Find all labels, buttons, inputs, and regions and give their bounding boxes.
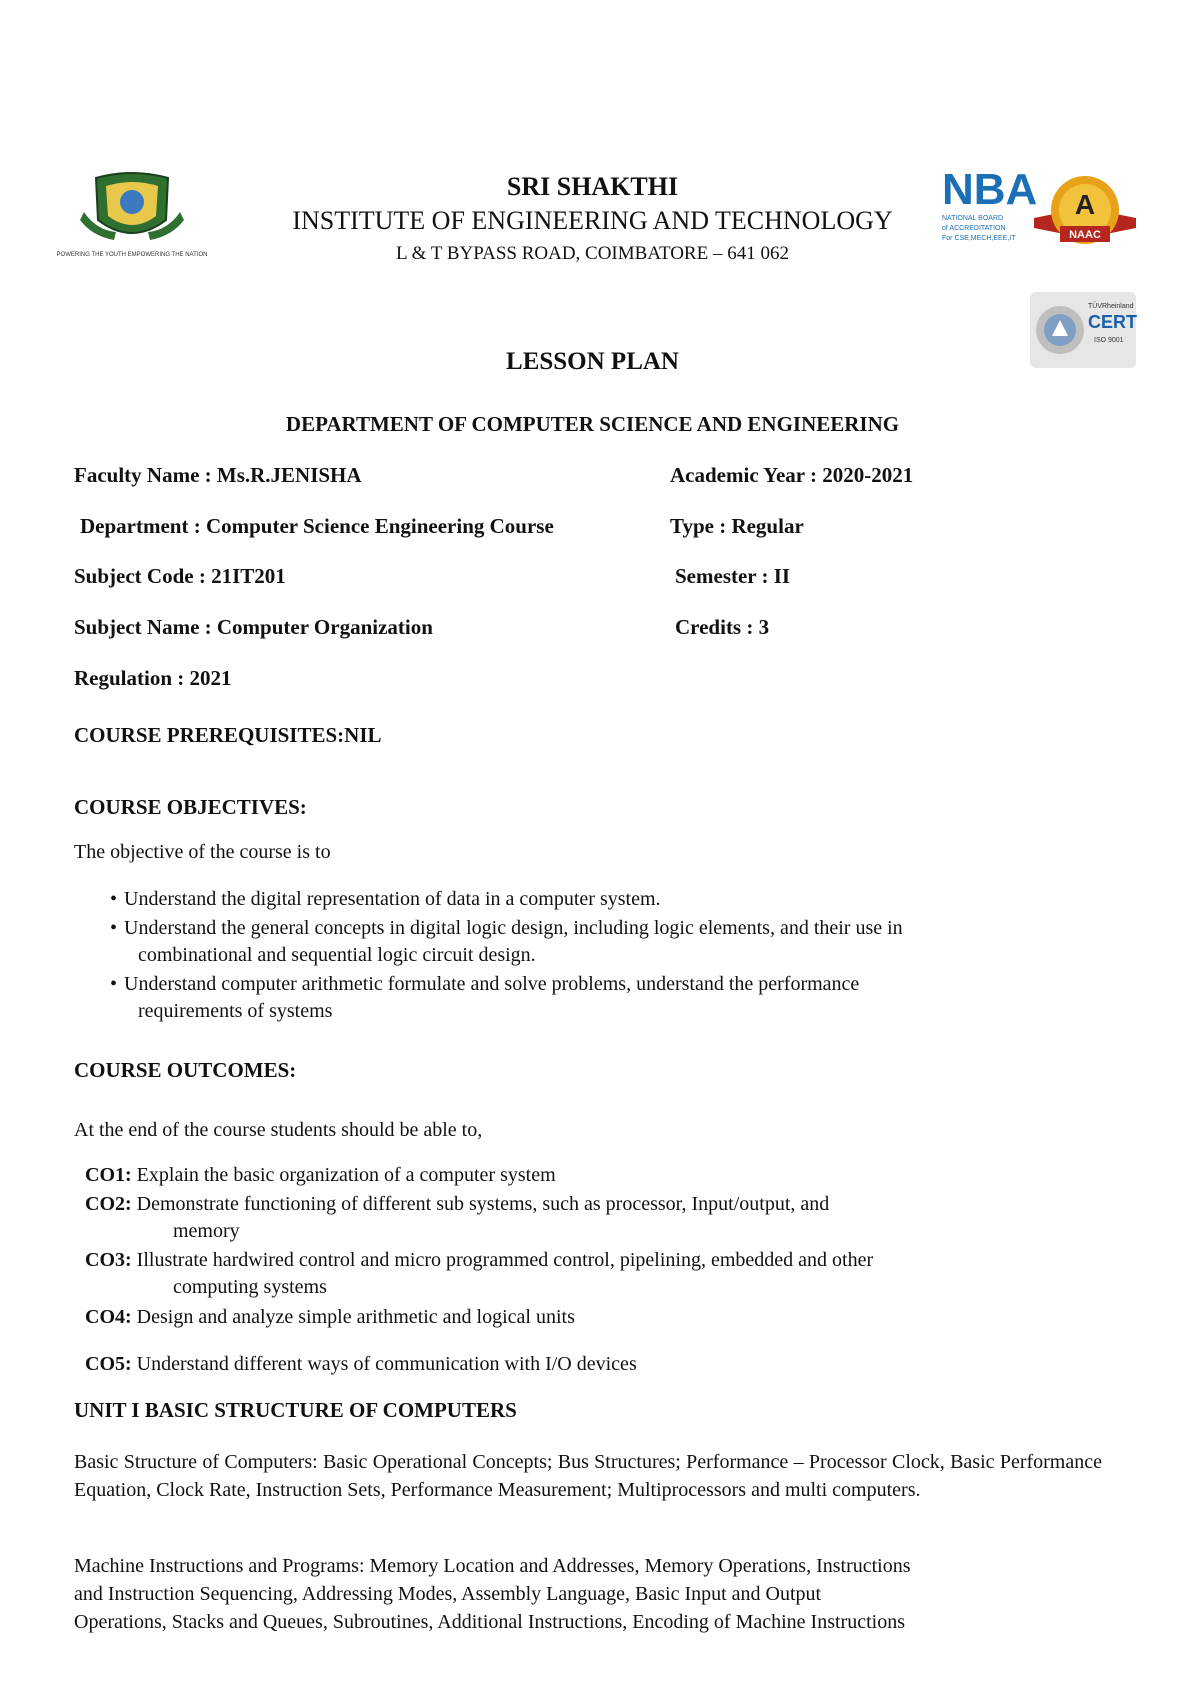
subject-name: Subject Name : Computer Organization — [74, 615, 433, 639]
outcome-code: CO1: — [85, 1164, 132, 1186]
outcome-text: Explain the basic organization of a computer system — [136, 1164, 556, 1186]
naac-grade: A — [1074, 189, 1096, 220]
outcome-text: Design and analyze simple arithmetic and logical units — [136, 1306, 575, 1328]
subject-code: Subject Code : 21IT201 — [74, 564, 286, 588]
outcome-code: CO3: — [85, 1249, 132, 1271]
outcomes-heading: COURSE OUTCOMES: — [74, 1058, 297, 1082]
course-prerequisites: COURSE PREREQUISITES:NIL — [74, 723, 382, 747]
outcome-item-co1 — [85, 1162, 1085, 1189]
svg-text:NATIONAL BOARD: NATIONAL BOARD — [942, 215, 1004, 222]
objective-item: • Understand computer arithmetic formulate and solve problems, understand the performance requirements of systems — [110, 973, 860, 1022]
objectives-heading: COURSE OBJECTIVES: — [74, 795, 307, 819]
naac-logo — [1030, 172, 1140, 252]
outcome-text: Understand different ways of communication with I/O devices — [136, 1353, 637, 1375]
cert-label: CERT — [1088, 312, 1137, 332]
regulation: Regulation : 2021 — [74, 666, 232, 690]
department-title: DEPARTMENT OF COMPUTER SCIENCE AND ENGINEERING — [285, 412, 900, 436]
outcome-item-co2 — [85, 1191, 1085, 1245]
svg-text:For CSE,MECH,EEE,IT: For CSE,MECH,EEE,IT — [942, 235, 1016, 242]
outcome-code: CO4: — [85, 1306, 132, 1328]
outcome-text: Illustrate hardwired control and micro programmed control, pipelining, embedded and other — [136, 1249, 874, 1271]
outcome-text: Demonstrate functioning of different sub systems, such as processor, Input/output, and — [136, 1193, 830, 1215]
cert-iso: ISO 9001 — [1094, 337, 1124, 344]
credits: Credits : 3 — [675, 615, 770, 639]
nba-logo — [940, 160, 1038, 252]
institution-full-name: INSTITUTE OF ENGINEERING AND TECHNOLOGY — [292, 206, 893, 235]
nba-logo-text: NBA — [942, 165, 1038, 214]
naac-label: NAAC — [1069, 229, 1101, 241]
bullet-icon: • — [110, 973, 118, 995]
objectives-list — [110, 886, 1100, 1027]
course-type: Type : Regular — [670, 514, 804, 538]
faculty-name: Faculty Name : Ms.R.JENISHA — [74, 463, 362, 487]
bullet-icon: • — [110, 888, 118, 910]
bullet-icon: • — [110, 917, 118, 939]
unit1-paragraph-2: Machine Instructions and Programs: Memory Location and Addresses, Memory Operations, Instructions and Instruction Sequencing, Addressing Modes, Assembly Language, Basic Input and Output Operations, Stacks and Queues, Subroutines, Additional Instructions, Encoding of Machine Instructions — [74, 1555, 911, 1633]
objective-item: • Understand the digital representation of data in a computer system. — [110, 886, 1100, 913]
outcomes-intro: At the end of the course students should be able to, — [74, 1119, 483, 1141]
svg-text:of ACCREDITATION: of ACCREDITATION — [942, 225, 1006, 232]
page-title: LESSON PLAN — [506, 348, 679, 375]
cert-top-text: TÜVRheinland — [1088, 303, 1134, 310]
academic-year: Academic Year : 2020-2021 — [670, 463, 914, 487]
objective-item: • Understand the general concepts in digital logic design, including logic elements, and their use in combinational and sequential logic circuit design. — [110, 917, 903, 966]
unit1-paragraph-1: Basic Structure of Computers: Basic Operational Concepts; Bus Structures; Performance – Processor Clock, Basic Performance Equation, Clock Rate, Instruction Sets, Performance Measurement; Multiprocessors and multi computers. — [74, 1451, 1102, 1501]
outcome-text-cont: computing systems — [173, 1276, 327, 1298]
outcome-item-co3 — [85, 1247, 1085, 1301]
logo-caption: POWERING THE YOUTH EMPOWERING THE NATION — [56, 252, 208, 258]
institution-address: L & T BYPASS ROAD, COIMBATORE – 641 062 — [396, 243, 789, 264]
semester: Semester : II — [675, 564, 791, 588]
outcome-text-cont: memory — [173, 1220, 240, 1242]
outcome-item-co4 — [85, 1304, 1085, 1331]
outcome-item-co5 — [85, 1351, 1085, 1378]
institution-short-name: SRI SHAKTHI — [506, 172, 679, 201]
outcome-code: CO2: — [85, 1193, 132, 1215]
objectives-intro: The objective of the course is to — [74, 841, 331, 863]
unit1-heading: UNIT I BASIC STRUCTURE OF COMPUTERS — [74, 1398, 517, 1422]
department-field: Department : Computer Science Engineering Course — [80, 514, 554, 538]
outcome-code: CO5: — [85, 1353, 132, 1375]
